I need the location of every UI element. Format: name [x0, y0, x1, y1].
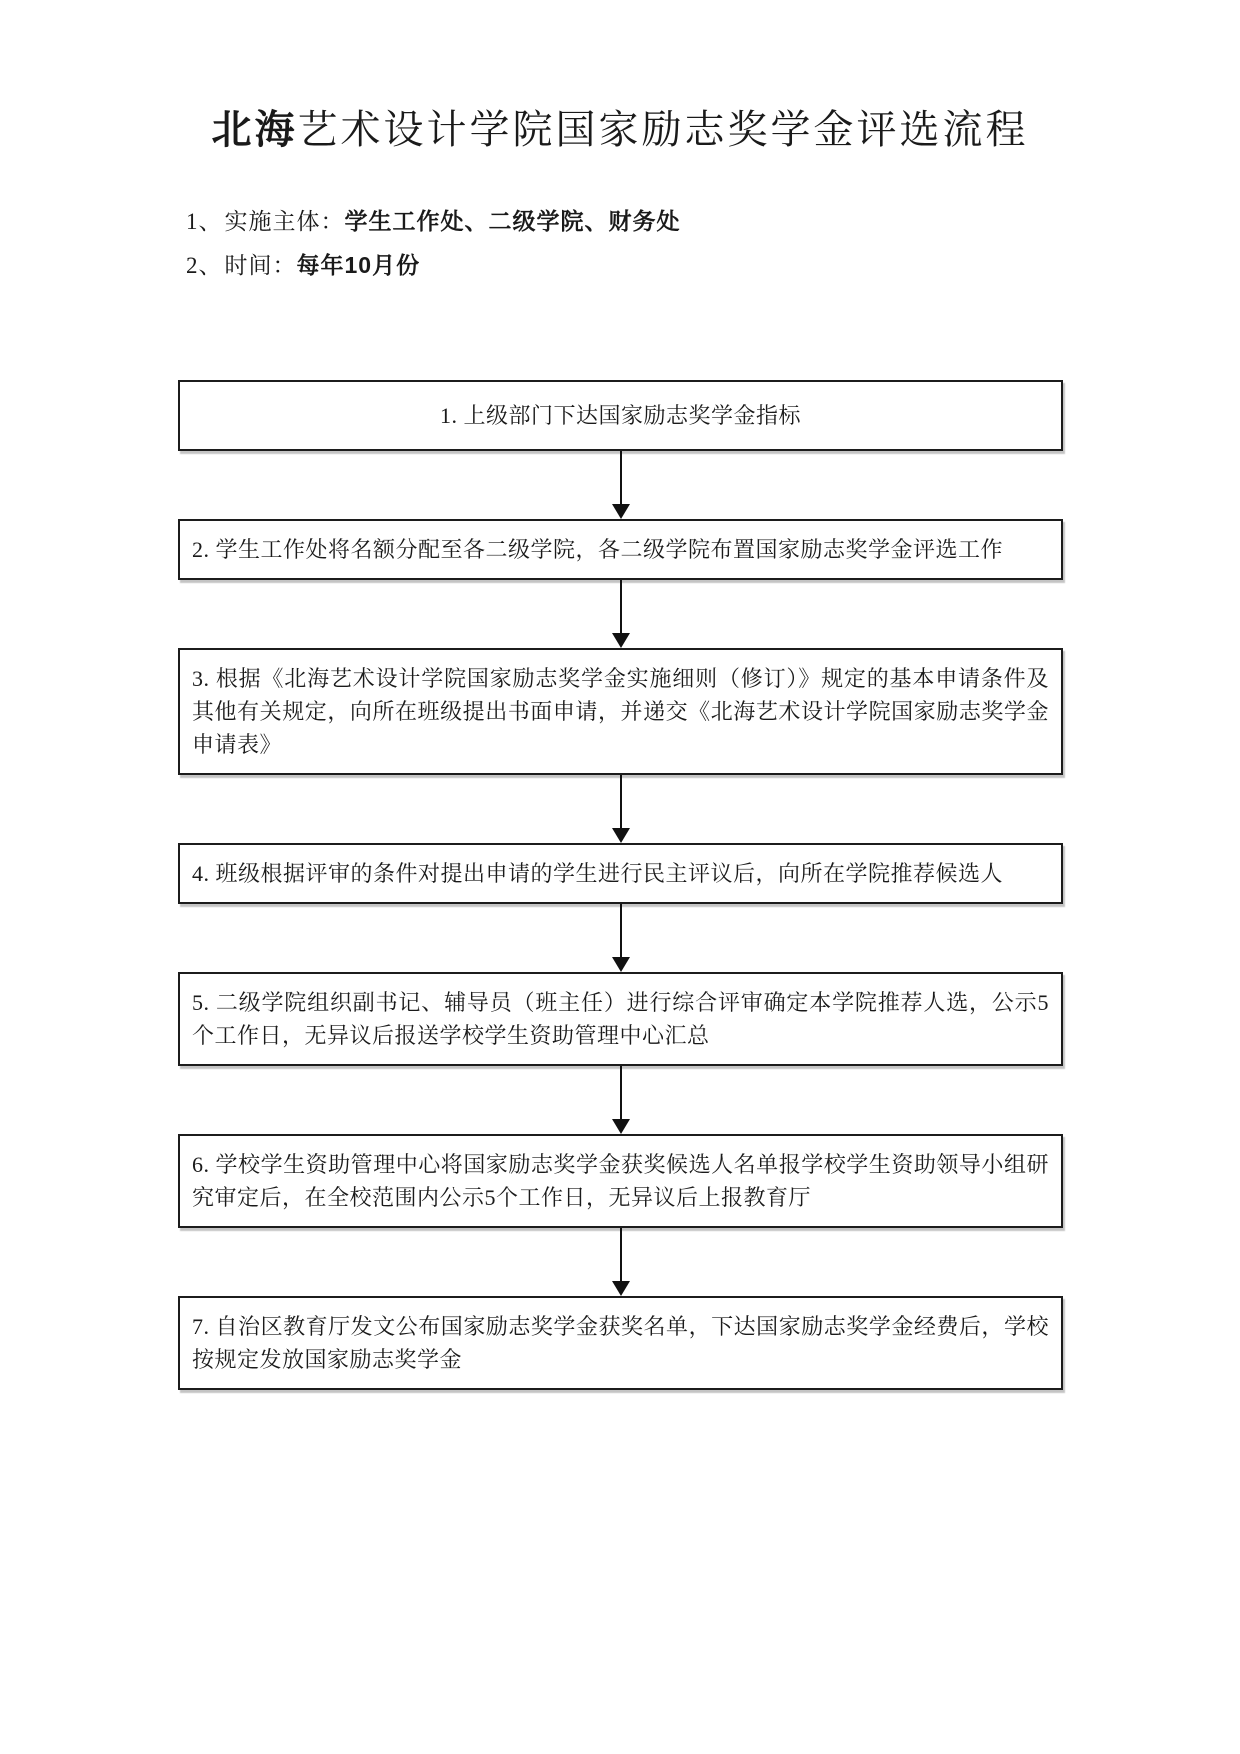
arrow-down-icon — [612, 504, 630, 519]
arrow-down-icon — [612, 1119, 630, 1134]
arrow-line — [620, 775, 622, 828]
intro-item-value: 每年10月份 — [296, 252, 421, 278]
intro-item-label: 实施主体： — [224, 208, 345, 234]
intro-item-number: 2、 — [186, 253, 223, 278]
flow-step-1 — [178, 380, 1063, 451]
intro-item-number: 1、 — [186, 209, 223, 234]
intro-list — [186, 206, 681, 294]
flow-connector — [612, 1228, 630, 1296]
flow-connector — [612, 580, 630, 648]
intro-item-time — [186, 250, 681, 281]
arrow-down-icon — [612, 828, 630, 843]
arrow-line — [620, 1066, 622, 1119]
flow-step-text: 1. 上级部门下达国家励志奖学金指标 — [439, 403, 801, 428]
flow-step-2 — [178, 519, 1063, 580]
flow-connector — [612, 451, 630, 519]
flow-connector — [612, 904, 630, 972]
intro-item-value: 学生工作处、二级学院、财务处 — [344, 208, 681, 234]
intro-item-subject — [186, 206, 681, 237]
intro-item-label: 时间： — [224, 252, 297, 278]
arrow-down-icon — [612, 957, 630, 972]
page-title-bold-part: 北海 — [211, 108, 298, 152]
page-title-rest-part: 艺术设计学院国家励志奖学金评选流程 — [297, 108, 1029, 152]
flow-step-text: 7. 自治区教育厅发文公布国家励志奖学金获奖名单，下达国家励志奖学金经费后，学校按规定发放国家励志奖学金 — [192, 1314, 1049, 1372]
flow-step-text: 6. 学校学生资助管理中心将国家励志奖学金获奖候选人名单报学校学生资助领导小组研究审定后，在全校范围内公示5个工作日，无异议后上报教育厅 — [192, 1152, 1049, 1210]
flow-step-7 — [178, 1296, 1063, 1390]
flow-step-6 — [178, 1134, 1063, 1228]
page-title — [0, 98, 1240, 155]
flow-step-4 — [178, 843, 1063, 904]
arrow-line — [620, 904, 622, 957]
flow-connector — [612, 1066, 630, 1134]
arrow-down-icon — [612, 633, 630, 648]
flow-step-text: 5. 二级学院组织副书记、辅导员（班主任）进行综合评审确定本学院推荐人选，公示5个工作日，无异议后报送学校学生资助管理中心汇总 — [192, 990, 1049, 1048]
arrow-line — [620, 451, 622, 504]
flow-step-text: 3. 根据《北海艺术设计学院国家励志奖学金实施细则（修订）》规定的基本申请条件及其他有关规定，向所在班级提出书面申请，并递交《北海艺术设计学院国家励志奖学金申请表》 — [192, 666, 1049, 757]
flow-step-text: 2. 学生工作处将名额分配至各二级学院，各二级学院布置国家励志奖学金评选工作 — [192, 537, 1004, 562]
flow-step-text: 4. 班级根据评审的条件对提出申请的学生进行民主评议后，向所在学院推荐候选人 — [192, 861, 1004, 886]
flow-connector — [612, 775, 630, 843]
arrow-line — [620, 580, 622, 633]
arrow-line — [620, 1228, 622, 1281]
flowchart — [178, 380, 1063, 1390]
flow-step-3 — [178, 648, 1063, 775]
arrow-down-icon — [612, 1281, 630, 1296]
flow-step-5 — [178, 972, 1063, 1066]
